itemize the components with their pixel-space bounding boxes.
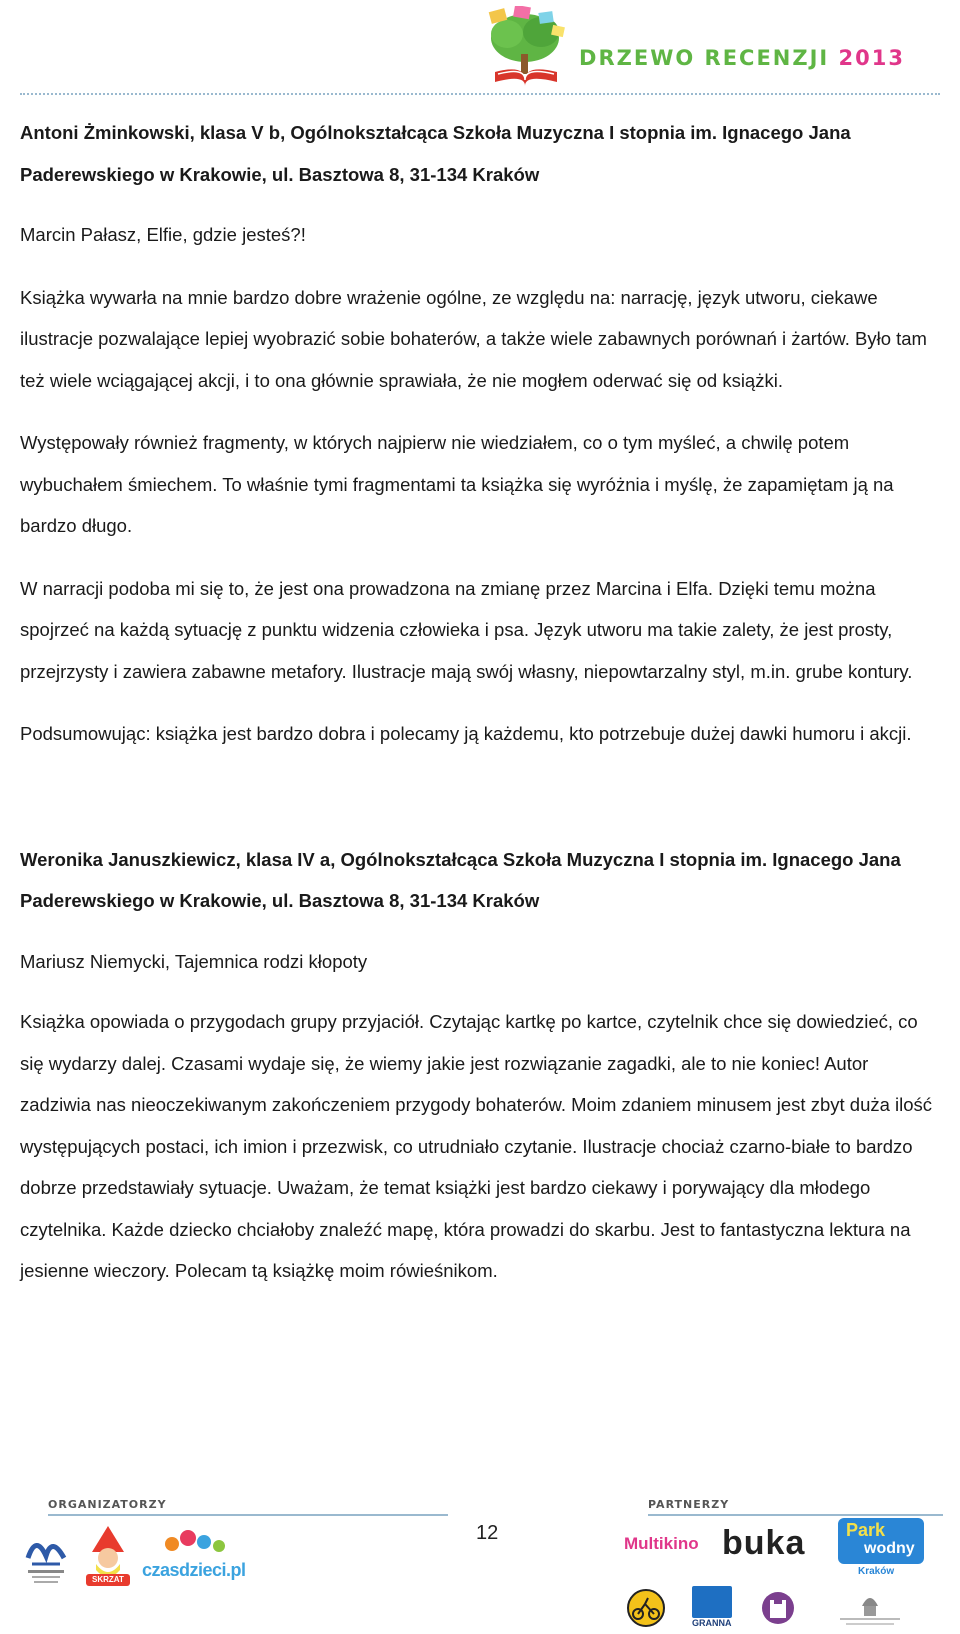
czasdzieci-logo (142, 1528, 246, 1584)
review-2-book-title: Mariusz Niemycki, Tajemnica rodzi kłopoty (20, 950, 368, 972)
balloons-icon (162, 1528, 232, 1564)
cyclist-sign-icon (626, 1588, 666, 1628)
organizers-divider (48, 1514, 448, 1516)
page-header (0, 0, 960, 96)
park-wodny-logo (838, 1518, 928, 1582)
page-number: 12 (476, 1522, 499, 1544)
museum-logo-icon (832, 1588, 908, 1628)
review-1-paragraph-1: Książka wywarła na mnie bardzo dobre wrażenie ogólne, ze względu na: narrację, język utworu, ciekawe ilustracje pozwalające lepiej wyobrazić sobie bohaterów, a także wiele zabawnych porównań i żartów. Było tam też wiele wciągającej akcji, i to ona głównie sprawiała, że nie mogłem oderwać się od książki. (20, 286, 927, 391)
library-logo-icon (22, 1528, 70, 1588)
buka-logo: buka (722, 1524, 806, 1562)
logo-year: 2013 (838, 46, 905, 70)
review-1-paragraph-3: W narracji podoba mi się to, że jest ona prowadzona na zmianę przez Marcina i Elfa. Dzięki temu można spojrzeć na każdą sytuację z punktu widzenia człowieka i psa. Język utworu ma takie zalety, że jest prosty, przejrzysty i zawiera zabawne metafory. Ilustracje mają swój własny, niepowtarzalny styl, m.in. grube kontury. (20, 577, 913, 682)
krakow-text: Kraków (858, 1566, 895, 1577)
organizers-label: ORGANIZATORZY (48, 1498, 167, 1511)
partners-divider (648, 1514, 943, 1516)
wodny-text: wodny (864, 1540, 915, 1557)
reviews-content (20, 112, 942, 1292)
review-2-author-line1: Weronika Januszkiewicz, klasa IV a, Ogólnokształcąca Szkoła Muzyczna I stopnia im. Ignacego Jana (20, 848, 901, 870)
skrzat-text: SKRZAT (92, 1575, 124, 1584)
skrzat-logo (82, 1524, 134, 1588)
review-2-paragraph-1: Książka opowiada o przygodach grupy przyjaciół. Czytając kartkę po kartce, czytelnik chce się dowiedzieć, co się wydarzy dalej. Czasami wydaje się, że wiemy jakie jest rozwiązanie zagadki, ale to nie koniec! Autor zadziwia nas nieoczekiwanym zakończeniem przygody bohaterów. Moim zdaniem minusem jest zbyt duża ilość występujących postaci, ich imion i przezwisk, co utrudniało czytanie. Ilustracje chociaż czarno-białe to bardzo dobrze przedstawiały sytuacje. Uważam, że temat książki jest bardzo ciekawy i porywający dla młodego czytelnika. Każde dziecko chciałoby znaleźć mapę, która prowadzi do skarbu. Jest to fantastyczna lektura na jesienne wieczory. Polecam tą książkę moim rówieśnikom. (20, 1011, 933, 1281)
czasdzieci-text: czasdzieci.pl (142, 1560, 246, 1580)
drzewo-recenzji-logo (481, 6, 905, 88)
review-1-paragraph-4: Podsumowując: książka jest bardzo dobra i polecamy ją każdemu, kto potrzebuje dużej dawki humoru i akcji. (20, 723, 912, 744)
review-1-book-title: Marcin Pałasz, Elfie, gdzie jesteś?! (20, 224, 306, 245)
partners-label: PARTNERZY (648, 1498, 730, 1511)
review-1-paragraph-2: Występowały również fragmenty, w których najpierw nie wiedziałem, co o tym myśleć, a chwilę potem wybuchałem śmiechem. To właśnie tymi fragmentami ta książka się wyróżnia i myślę, że zapamiętam ją na bardzo długo. (20, 432, 894, 536)
review-1-author-line1: Antoni Żminkowski, klasa V b, Ogólnokształcąca Szkoła Muzyczna I stopnia im. Ignacego Jana (20, 122, 851, 143)
logo-title: DRZEWO RECENZJI (579, 46, 830, 70)
review-1-author-line2: Paderewskiego w Krakowie, ul. Basztowa 8, 31-134 Kraków (20, 163, 540, 185)
granna-logo (692, 1586, 732, 1634)
castle-icon (760, 1590, 796, 1626)
review-2-author-line2: Paderewskiego w Krakowie, ul. Basztowa 8, 31-134 Kraków (20, 890, 540, 911)
park-text: Park (846, 1520, 886, 1540)
page-footer (0, 1490, 960, 1634)
tree-book-icon (481, 6, 573, 88)
header-divider (20, 93, 940, 95)
multikino-logo: Multikino (624, 1534, 699, 1553)
granna-text: GRANNA (692, 1618, 732, 1628)
